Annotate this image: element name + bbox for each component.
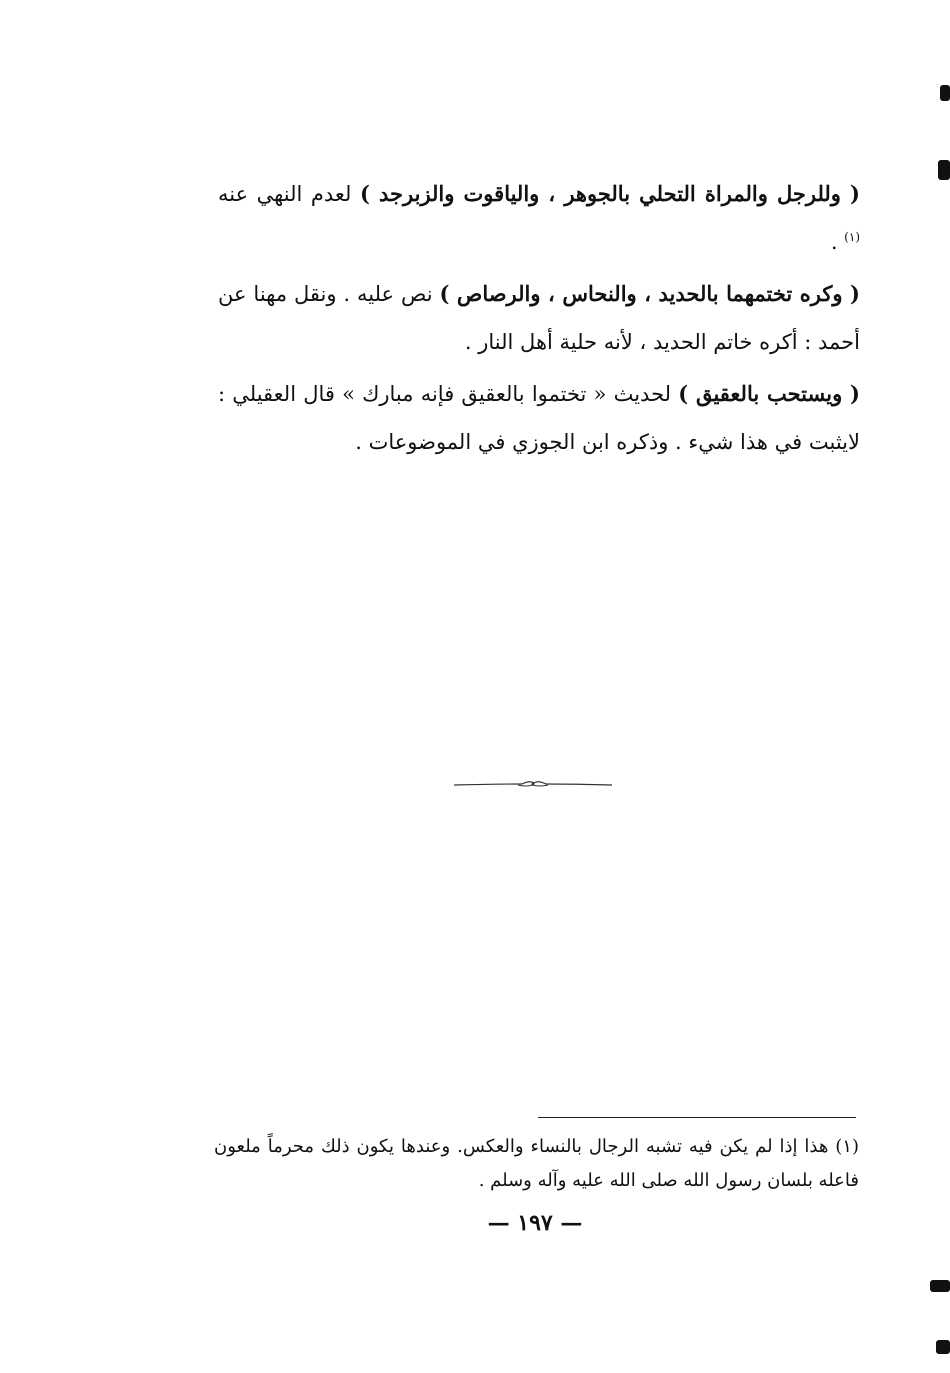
footnote-divider — [538, 1117, 856, 1118]
scan-edge-mark — [940, 85, 950, 101]
footnote-text: (١) هذا إذا لم يكن فيه تشبه الرجال بالنساء والعكس. وعندها يكون ذلك محرماً ملعون فاعله بلسان رسول الله صلى الله عليه وآله وسلم . — [214, 1136, 859, 1191]
paragraph-3-text: لحديث « تختموا بالعقيق فإنه مبارك » قال العقيلي : لايثبت في هذا شيء . وذكره ابن الجوزي في الموضوعات . — [218, 382, 860, 454]
paragraph-1-heading: ( وللرجل والمراة التحلي بالجوهر ، والياقوت والزبرجد ) — [359, 181, 860, 206]
section-end-ornament — [452, 776, 614, 792]
footnote-reference: (١) — [844, 230, 860, 244]
paragraph-1-tail: . — [830, 230, 845, 254]
scan-edge-mark — [938, 160, 950, 180]
paragraph-1 — [218, 170, 860, 266]
paragraph-3-heading: ( ويستحب بالعقيق ) — [678, 381, 860, 406]
paragraph-2-heading: ( وكره تختمهما بالحديد ، والنحاس ، والرصاص ) — [439, 281, 860, 306]
paragraph-1-text: لعدم النهي عنه — [218, 182, 360, 206]
scan-edge-mark — [936, 1340, 950, 1354]
paragraph-2-text: نص عليه . ونقل مهنا عن أحمد : أكره خاتم الحديد ، لأنه حلية أهل النار . — [218, 282, 860, 354]
paragraph-3 — [218, 370, 860, 466]
page-number: — ١٩٧ — — [487, 1210, 583, 1236]
paragraph-2 — [218, 270, 860, 366]
scan-edge-mark — [930, 1280, 950, 1292]
